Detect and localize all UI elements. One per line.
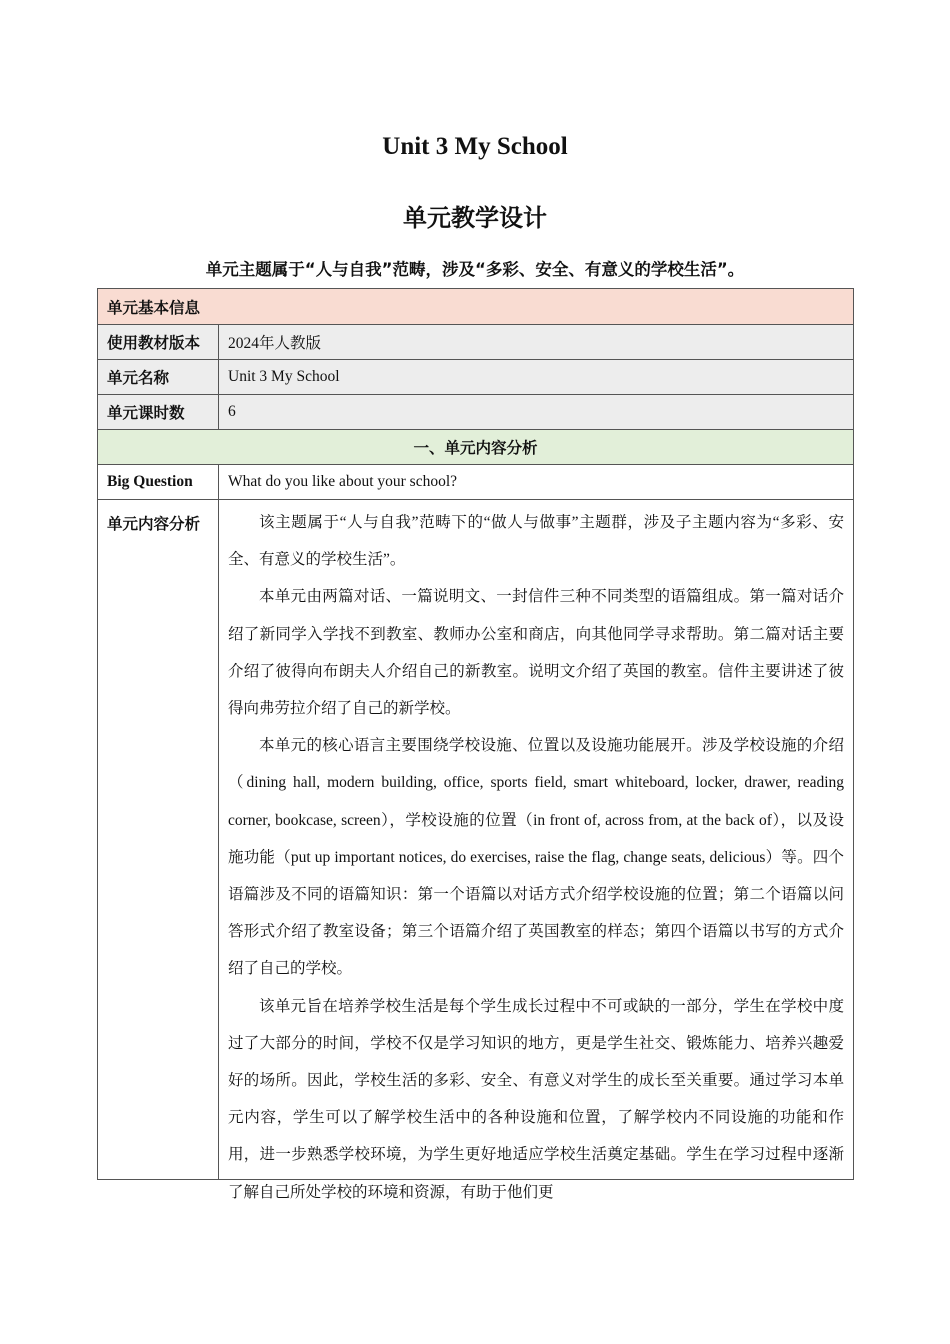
textbook-version-row xyxy=(98,325,854,360)
section1-header-row xyxy=(98,430,854,465)
basic-info-header-row xyxy=(98,289,854,325)
big-question-label: Big Question xyxy=(98,465,219,500)
content-analysis-row xyxy=(98,500,854,1180)
unit-theme-statement: 单元主题属于“人与自我”范畴，涉及“多彩、安全、有意义的学校生活”。 xyxy=(205,260,745,279)
content-analysis-text xyxy=(228,504,845,1201)
unit-design-table xyxy=(97,288,854,1201)
basic-info-header: 单元基本信息 xyxy=(98,289,854,325)
big-question-row xyxy=(98,465,854,500)
textbook-version-value: 2024年人教版 xyxy=(219,325,854,360)
unit-name-row xyxy=(98,360,854,395)
content-analysis-cell xyxy=(219,500,854,1201)
document-title-cn: 单元教学设计 xyxy=(403,204,547,232)
section1-header: 一、单元内容分析 xyxy=(98,430,854,465)
lesson-count-label: 单元课时数 xyxy=(98,395,219,430)
content-analysis-label: 单元内容分析 xyxy=(98,500,219,1180)
paragraph: 本单元由两篇对话、一篇说明文、一封信件三种不同类型的语篇组成。第一篇对话介绍了新同学入学找不到教室、教师办公室和商店，向其他同学寻求帮助。第二篇对话主要介绍了彼得向布朗夫人介绍自己的新教室。说明文介绍了英国的教室。信件主要讲述了彼得向弗劳拉介绍了自己的新学校。 xyxy=(228,588,845,718)
unit-name-label: 单元名称 xyxy=(98,360,219,395)
unit-name-value: Unit 3 My School xyxy=(219,360,854,395)
lesson-count-row xyxy=(98,395,854,430)
document-title-en: Unit 3 My School xyxy=(382,133,568,160)
paragraph: 本单元的核心语言主要围绕学校设施、位置以及设施功能展开。涉及学校设施的介绍（dining hall, modern building, office, sports field, smart whiteboard, locker, drawer, reading corner, bookcase, screen），学校设施的位置（in front of, across from, at the back of），以及设施功能（put up important notices, do exercises, raise the flag, change seats, delicious）等。四个语篇涉及不同的语篇知识：第一个语篇以对话方式介绍学校设施的位置；第二个语篇以问答形式介绍了教室设备；第三个语篇介绍了英国教室的样态；第四个语篇以书写的方式介绍了自己的学校。 xyxy=(228,737,845,978)
big-question-value: What do you like about your school? xyxy=(219,465,854,500)
textbook-version-label: 使用教材版本 xyxy=(98,325,219,360)
paragraph: 该主题属于“人与自我”范畴下的“做人与做事”主题群，涉及子主题内容为“多彩、安全、有意义的学校生活”。 xyxy=(228,514,845,569)
lesson-count-value: 6 xyxy=(219,395,854,430)
paragraph: 该单元旨在培养学校生活是每个学生成长过程中不可或缺的一部分，学生在学校中度过了大部分的时间，学校不仅是学习知识的地方，更是学生社交、锻炼能力、培养兴趣爱好的场所。因此，学校生活的多彩、安全、有意义对学生的成长至关重要。通过学习本单元内容，学生可以了解学校生活中的各种设施和位置，了解学校内不同设施的功能和作用，进一步熟悉学校环境，为学生更好地适应学校生活奠定基础。学生在学习过程中逐渐了解自己所处学校的环境和资源，有助于他们更 xyxy=(228,997,845,1201)
